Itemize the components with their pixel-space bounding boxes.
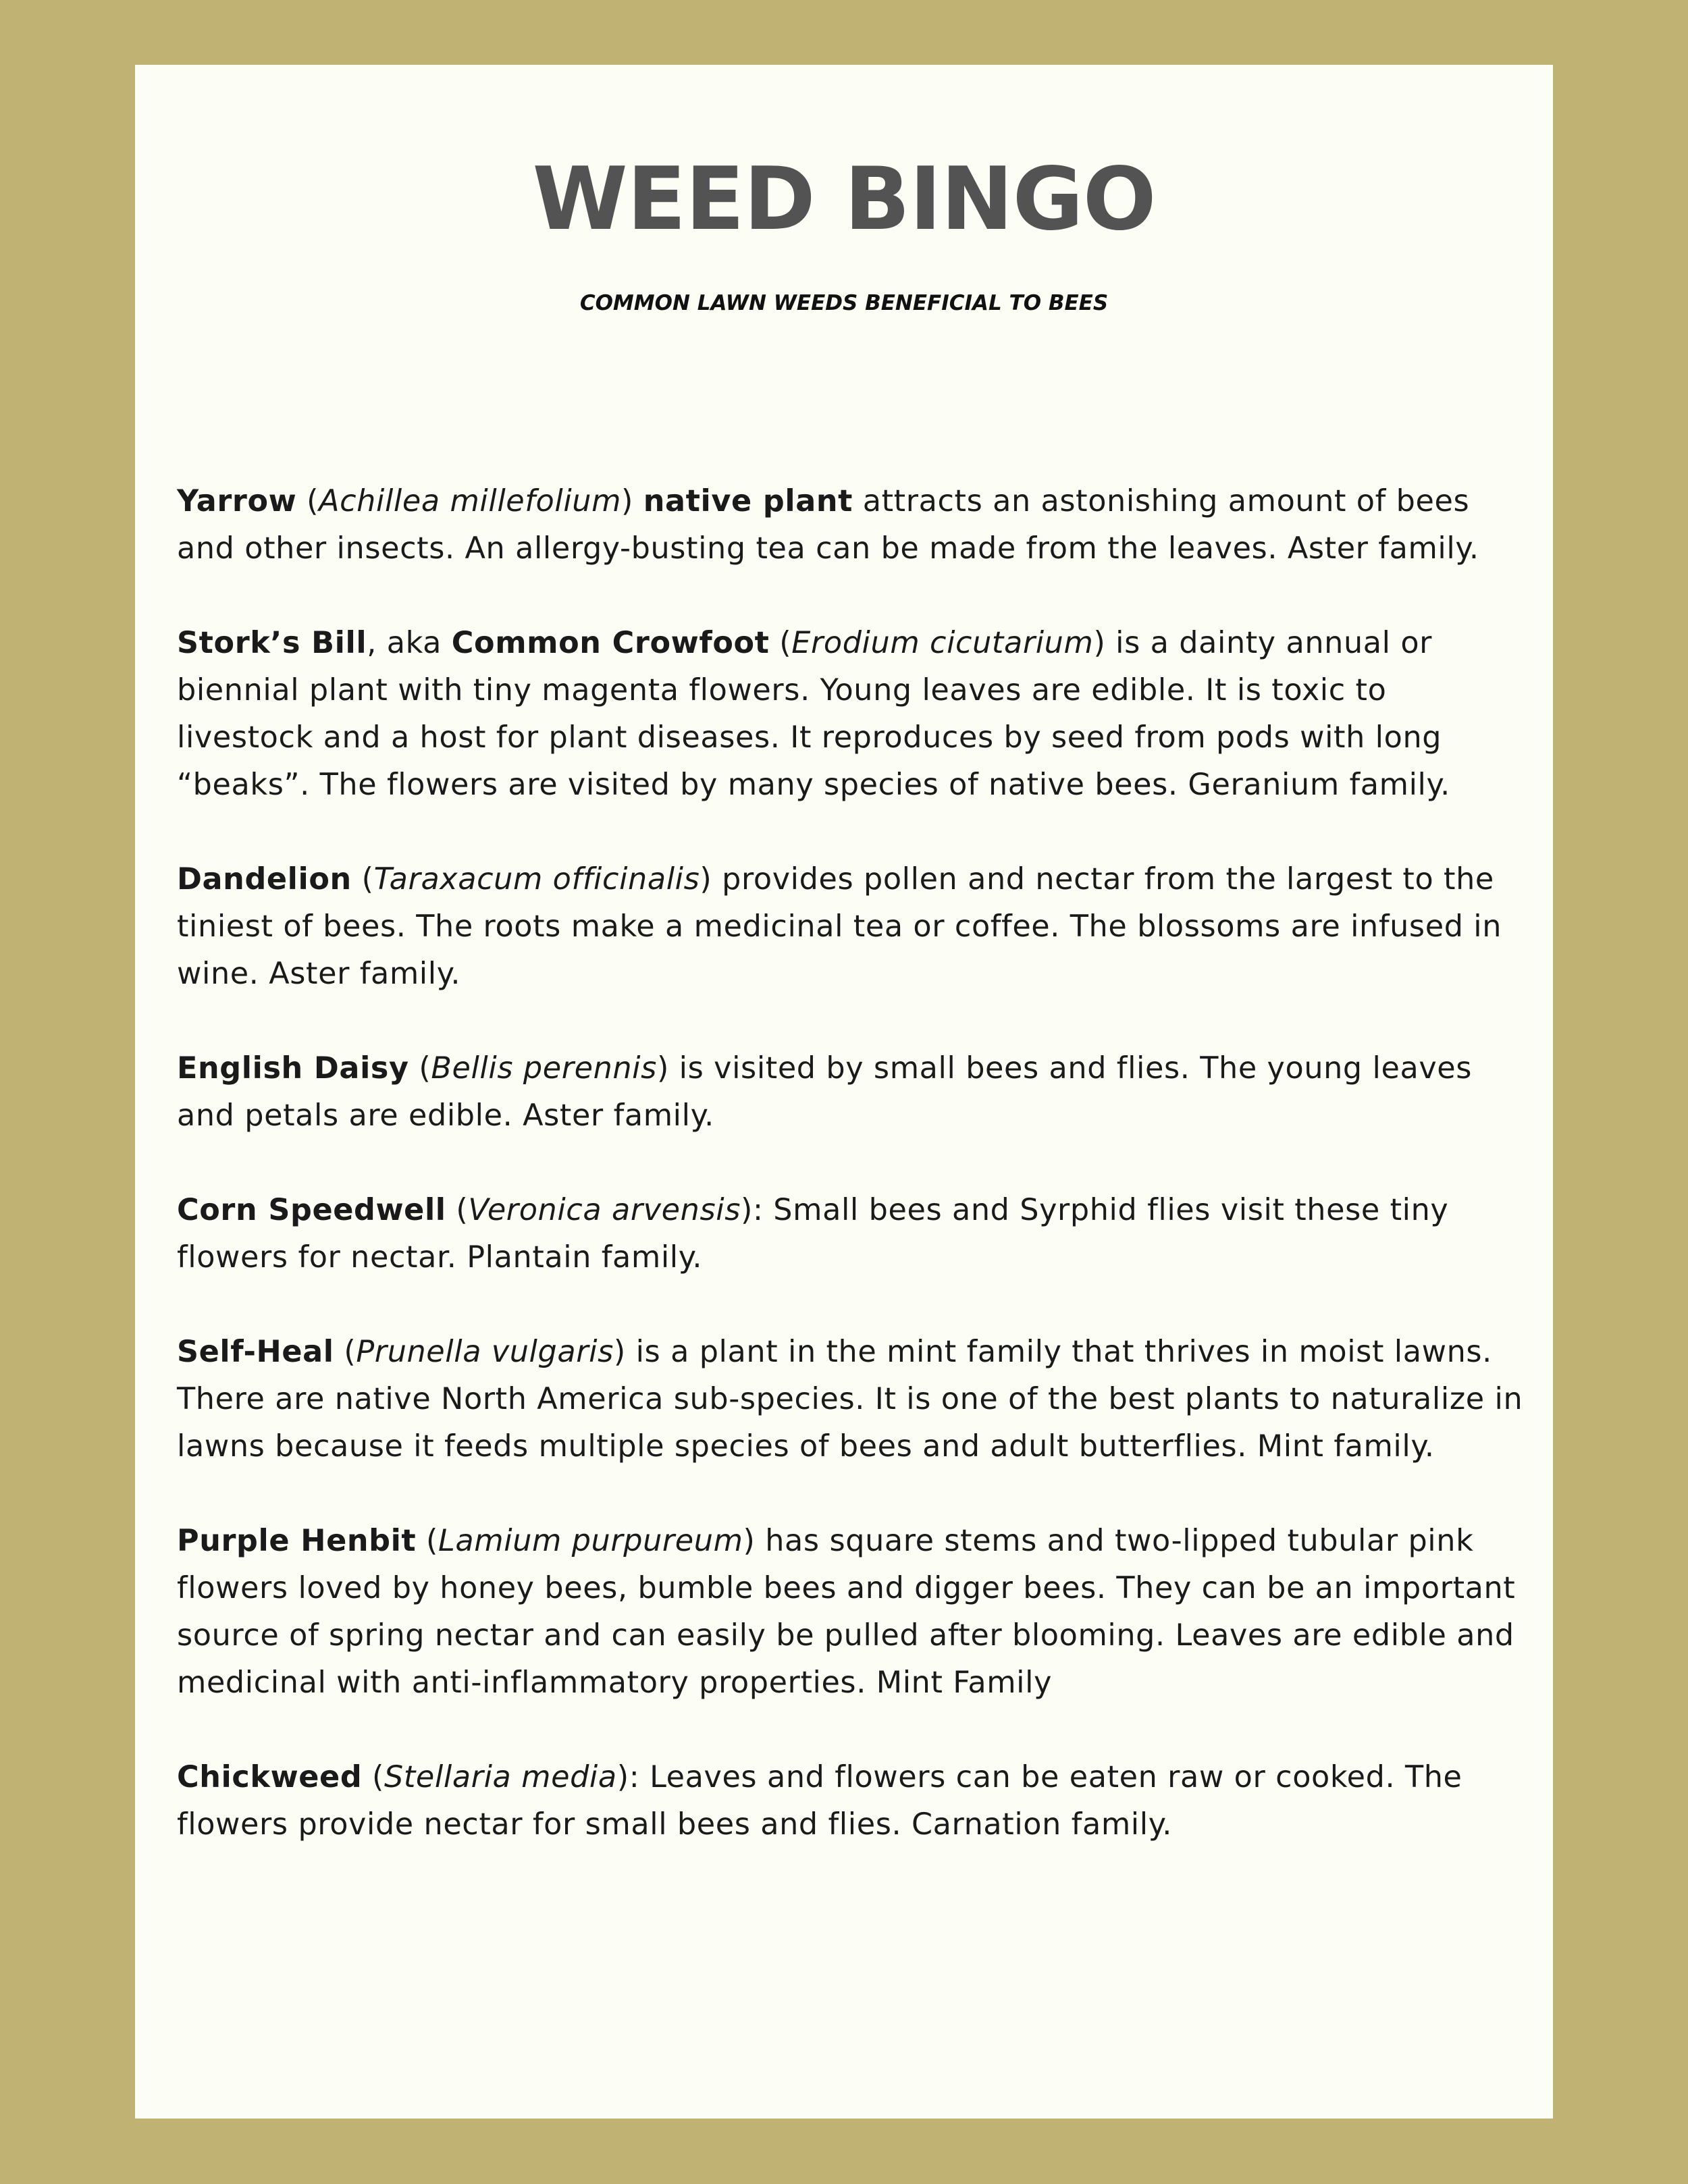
weed-description: ) is a plant in the mint family that thrives in moist lawns. There are native North America sub-species. It is one of the best plants to naturalize in lawns because it feeds multiple species of bees and adult butterflies. Mint family. bbox=[177, 1335, 1523, 1464]
latin-name: Prunella vulgaris bbox=[356, 1335, 614, 1369]
native-plant-note: native plant bbox=[643, 484, 853, 518]
latin-name: Veronica arvensis bbox=[468, 1193, 741, 1227]
weed-description: attracts an astonishing amount of bees and other insects. An allergy-busting tea can be made from the leaves. Aster family. bbox=[177, 484, 1479, 566]
paren-open: ( bbox=[416, 1524, 439, 1558]
paren-open: ( bbox=[362, 1760, 385, 1794]
weed-list bbox=[177, 478, 1527, 1896]
latin-name: Stellaria media bbox=[384, 1760, 617, 1794]
weed-entry-yarrow bbox=[177, 478, 1527, 572]
paren-open: ( bbox=[334, 1335, 357, 1369]
latin-name: Lamium purpureum bbox=[438, 1524, 743, 1558]
paren-open: ( bbox=[446, 1193, 469, 1227]
weed-description: ): Small bees and Syrphid flies visit these tiny flowers for nectar. Plantain family. bbox=[177, 1193, 1449, 1275]
weed-name: Yarrow bbox=[177, 484, 297, 518]
weed-name: Chickweed bbox=[177, 1760, 363, 1794]
weed-description: ) has square stems and two-lipped tubular pink flowers loved by honey bees, bumble bees and digger bees. They can be an important source of spring nectar and can easily be pulled after blooming. Leaves are edible and medicinal with anti-inflammatory properties. Mint Family bbox=[177, 1524, 1516, 1700]
weed-description: ) is a dainty annual or biennial plant with tiny magenta flowers. Young leaves are edible. It is toxic to livestock and a host for plant diseases. It reproduces by seed from pods with long “beaks”. The flowers are visited by many species of native bees. Geranium family. bbox=[177, 626, 1450, 802]
weed-description: ) is visited by small bees and flies. The young leaves and petals are edible. Aster family. bbox=[177, 1051, 1473, 1133]
page-subtitle: COMMON LAWN WEEDS BENEFICIAL TO BEES bbox=[579, 291, 1109, 315]
page-title: WEED BINGO bbox=[532, 149, 1156, 250]
document-page bbox=[135, 65, 1553, 2119]
weed-entry-corn-speedwell bbox=[177, 1187, 1527, 1281]
weed-description: ) provides pollen and nectar from the largest to the tiniest of bees. The roots make a medicinal tea or coffee. The blossoms are infused in wine. Aster family. bbox=[177, 862, 1502, 991]
weed-name: Stork’s Bill bbox=[177, 626, 367, 660]
paren-open: ( bbox=[408, 1051, 431, 1086]
latin-name: Taraxacum officinalis bbox=[373, 862, 700, 897]
paren-open: ( bbox=[351, 862, 374, 897]
paren-close: ) bbox=[621, 484, 643, 518]
paren-open: ( bbox=[296, 484, 319, 518]
weed-name: Self-Heal bbox=[177, 1335, 334, 1369]
weed-name: Dandelion bbox=[177, 862, 352, 897]
weed-description: ): Leaves and flowers can be eaten raw or cooked. The flowers provide nectar for small bees and flies. Carnation family. bbox=[177, 1760, 1462, 1842]
weed-name: Corn Speedwell bbox=[177, 1193, 446, 1227]
aka-name: Common Crowfoot bbox=[451, 626, 770, 660]
weed-entry-english-daisy bbox=[177, 1045, 1527, 1140]
weed-entry-dandelion bbox=[177, 856, 1527, 998]
weed-entry-self-heal bbox=[177, 1329, 1527, 1470]
weed-name: English Daisy bbox=[177, 1051, 409, 1086]
paren-open: ( bbox=[769, 626, 792, 660]
aka-text: , aka bbox=[367, 626, 452, 660]
weed-entry-storks-bill bbox=[177, 620, 1527, 809]
latin-name: Achillea millefolium bbox=[319, 484, 622, 518]
weed-entry-chickweed bbox=[177, 1754, 1527, 1848]
weed-entry-purple-henbit bbox=[177, 1518, 1527, 1707]
latin-name: Erodium cicutarium bbox=[791, 626, 1094, 660]
weed-name: Purple Henbit bbox=[177, 1524, 417, 1558]
latin-name: Bellis perennis bbox=[431, 1051, 657, 1086]
